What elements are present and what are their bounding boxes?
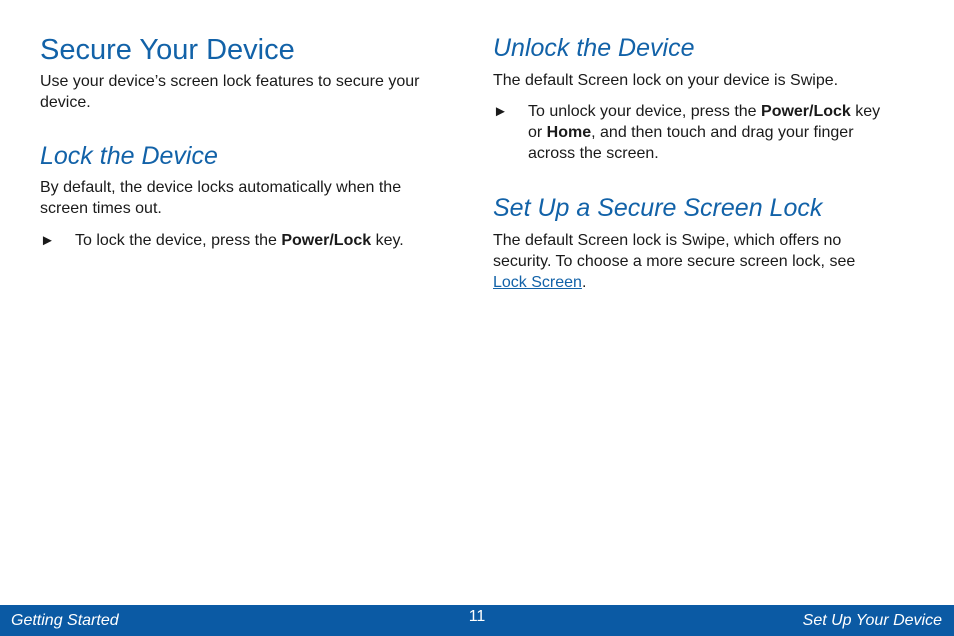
secure-para-line-1: The default Screen lock is Swipe, which offers no (493, 232, 842, 249)
lock-device-paragraph (40, 177, 401, 219)
lock-device-heading: Lock the Device (40, 142, 218, 170)
unlock-bullet-line-2: or Home, and then touch and drag your finger (528, 124, 854, 141)
lock-para-line-1: By default, the device locks automatically when the (40, 179, 402, 196)
lock-para-line-2: screen times out. (40, 200, 162, 217)
secure-screen-lock-paragraph (493, 230, 855, 293)
footer-section-left: Getting Started (11, 612, 119, 629)
intro-line-2: device. (40, 94, 91, 111)
intro-paragraph (40, 71, 419, 113)
power-lock-key-label: Power/Lock (281, 232, 372, 249)
power-lock-key-label: Power/Lock (761, 103, 851, 120)
unlock-paragraph: The default Screen lock on your device is Swipe. (493, 72, 839, 89)
unlock-bullet-line-1: To unlock your device, press the Power/Lock key (528, 103, 881, 120)
intro-line-1: Use your device’s screen lock features to secure your (40, 73, 420, 90)
lock-bullet-text: To lock the device, press the Power/Lock key. (75, 232, 404, 249)
bullet-arrow-icon: ► (493, 103, 508, 120)
page-footer (0, 605, 954, 636)
page-title: Secure Your Device (40, 34, 295, 66)
unlock-bullet-text (528, 101, 880, 164)
bullet-arrow-icon: ► (40, 232, 55, 249)
home-key-label: Home (546, 124, 592, 141)
unlock-device-heading: Unlock the Device (493, 34, 695, 62)
secure-para-line-2: security. To choose a more secure screen lock, see (493, 253, 856, 270)
secure-para-line-3: Lock Screen. (493, 274, 587, 291)
page-number: 11 (468, 608, 486, 625)
lock-screen-link[interactable]: Lock Screen (493, 274, 582, 291)
footer-section-right: Set Up Your Device (802, 612, 942, 629)
unlock-bullet-line-3: across the screen. (528, 145, 659, 162)
secure-screen-lock-heading: Set Up a Secure Screen Lock (493, 194, 823, 222)
